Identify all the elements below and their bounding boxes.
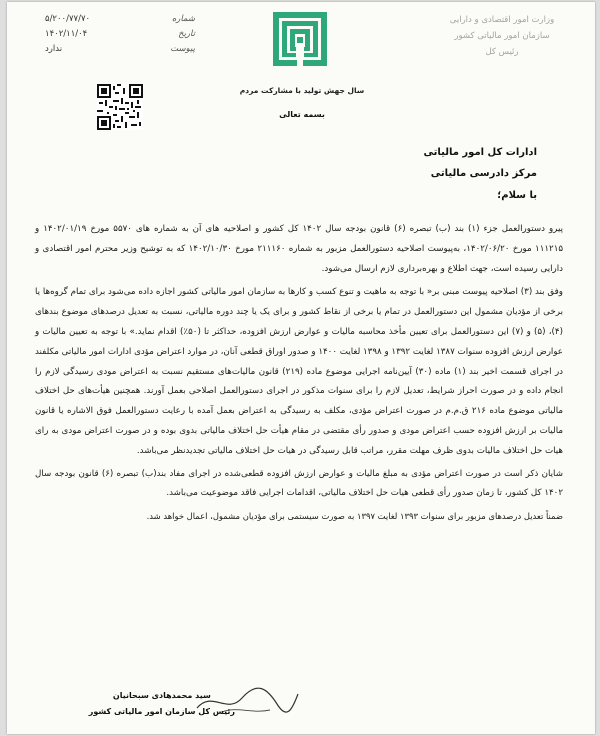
signer-name: سید محمدهادی سبحانیان bbox=[112, 691, 211, 700]
letter-page bbox=[7, 2, 595, 734]
year-slogan: سال جهش تولید با مشارکت مردم bbox=[239, 86, 365, 95]
greeting: با سلام؛ bbox=[497, 190, 537, 201]
ministry-line: وزارت امور اقتصادی و دارایی bbox=[449, 15, 555, 25]
recipients bbox=[424, 142, 537, 184]
number-label: شماره bbox=[171, 14, 195, 24]
body-paragraph: وفق بند (۳) اصلاحیه پیوست مبنی بر« با توجه به ماهیت و تنوع کسب و کارها به سازمان امور مالیاتی کشور اجازه داده می‌شود برای تمام گروه‌ها یا برخی از مؤدیان مشمول این دستورالعمل در تمام یا برخی از نقاط کشور و برای یک یا چند دوره مالیاتی، نسبت به تعدیل درصدهای موضوع بندهای (۴)، (۵) و (۷) این دستورالعمل برای تعیین مأخذ محاسبه مالیات و عوارض ارزش افزوده، حداکثر تا (۵۰٪) اقدام نماید.» با توجه به تعیین مالیات و عوارض ارزش افزوده سنوات ۱۳۸۷ لغایت ۱۳۹۲ و ۱۳۹۸ لغایت ۱۴۰۰ و صدور اوراق قطعی آنان، در موارد اعتراض مؤدی ادارات امور مالیاتی مکلفند در اجرای قسمت اخیر بند (۱) ماده (۳۰) آیین‌نامه اجرایی موضوع ماده (۲۱۹) قانون مالیات‌های مستقیم نسبت به اعتراض مودی رسیدگی لازم را انجام داده و در صورت احراز شرایط، تعدیل لازم را برای سنوات مذکور در اجرای دستورالعمل اصلاحی بعمل آورند. همچنین هیأت‌های حل اختلاف مالیاتی موضوع ماده ۲۱۶ ق.م.م در صورت اعتراض مؤدی، مکلف به رسیدگی به اعتراض بعمل آمده با رعایت دستورالعمل فوق الاشاره یا قانون مالیات بر ارزش افزوده حسب اعتراض مودی و صدور رأی مقتضی در مقام هیأت حل اختلاف مالیاتی بدوی بوده و در صورت اعتراض مودی به رای هیات حل اختلاف مالیات بدوی ظرف مهلت مقرر، مراتب قابل رسیدگی در هیات حل اختلاف مالیاتی تجدیدنظر می‌باشد. bbox=[35, 287, 564, 456]
attachment-row bbox=[45, 42, 195, 57]
letter-number: ۵/۲۰۰/۷۷/۷۰ bbox=[45, 14, 91, 24]
recipient-line: ادارات کل امور مالیاتی bbox=[423, 147, 537, 158]
letter-body bbox=[35, 220, 563, 526]
tax-organization-logo-icon bbox=[269, 10, 331, 68]
number-row bbox=[45, 12, 195, 27]
organization-line: سازمان امور مالیاتی کشور bbox=[454, 31, 550, 41]
date-row bbox=[45, 27, 195, 42]
head-line: رئیس کل bbox=[485, 47, 519, 57]
body-paragraph: پیرو دستورالعمل جزء (۱) بند (ب) تبصره (۶) قانون بودجه سال ۱۴۰۲ کل کشور و اصلاحیه های آن به شماره های ۵۵۷۰ مورخ ۱۴۰۲/۰۱/۱۹ و ۱۱۱۲۱۵ مورخ ۱۴۰۲/۰۶/۲۰، به‌پیوست اصلاحیه دستورالعمل مزبور به شماره ۲۱۱۱۶۰ مورخ ۱۴۰۲/۱۰/۳۰ که به توشیح وزیر محترم امور اقتصادی و دارایی رسیده است، جهت اطلاع و بهره‌برداری لازم ارسال می‌شود. bbox=[35, 224, 564, 274]
letter-date: ۱۴۰۲/۱۱/۰۴ bbox=[45, 29, 88, 39]
body-paragraph: ضمناً تعدیل درصدهای مزبور برای سنوات ۱۳۹۳ لغایت ۱۳۹۷ به صورت سیستمی برای مؤدیان مشمول، اعمال خواهد شد. bbox=[146, 511, 563, 522]
letter-meta bbox=[45, 12, 195, 57]
attachment-value: ندارد bbox=[45, 44, 63, 54]
signer-title: رئیس کل سازمان امور مالیاتی کشور bbox=[88, 707, 235, 716]
attachment-label: پیوست bbox=[170, 44, 195, 54]
recipient-line: مرکز دادرسی مالیاتی bbox=[430, 168, 537, 179]
ministry-header bbox=[427, 12, 577, 60]
date-label: تاریخ bbox=[178, 29, 195, 39]
body-paragraph: شایان ذکر است در صورت اعتراض مؤدی به مبلغ مالیات و عوارض ارزش افزوده قطعی‌شده در اجرای مفاد بند(ب) تبصره (۶) قانون بودجه سال ۱۴۰۲ کل کشور، تا زمان صدور رأی قطعی هیات حل اختلاف مالیاتی، اقدامات اجرایی فاقد موضوعیت می‌باشد. bbox=[35, 468, 563, 499]
qr-code-icon bbox=[97, 84, 143, 130]
signature-block bbox=[89, 688, 235, 720]
basmala: بسمه تعالی bbox=[279, 110, 325, 119]
